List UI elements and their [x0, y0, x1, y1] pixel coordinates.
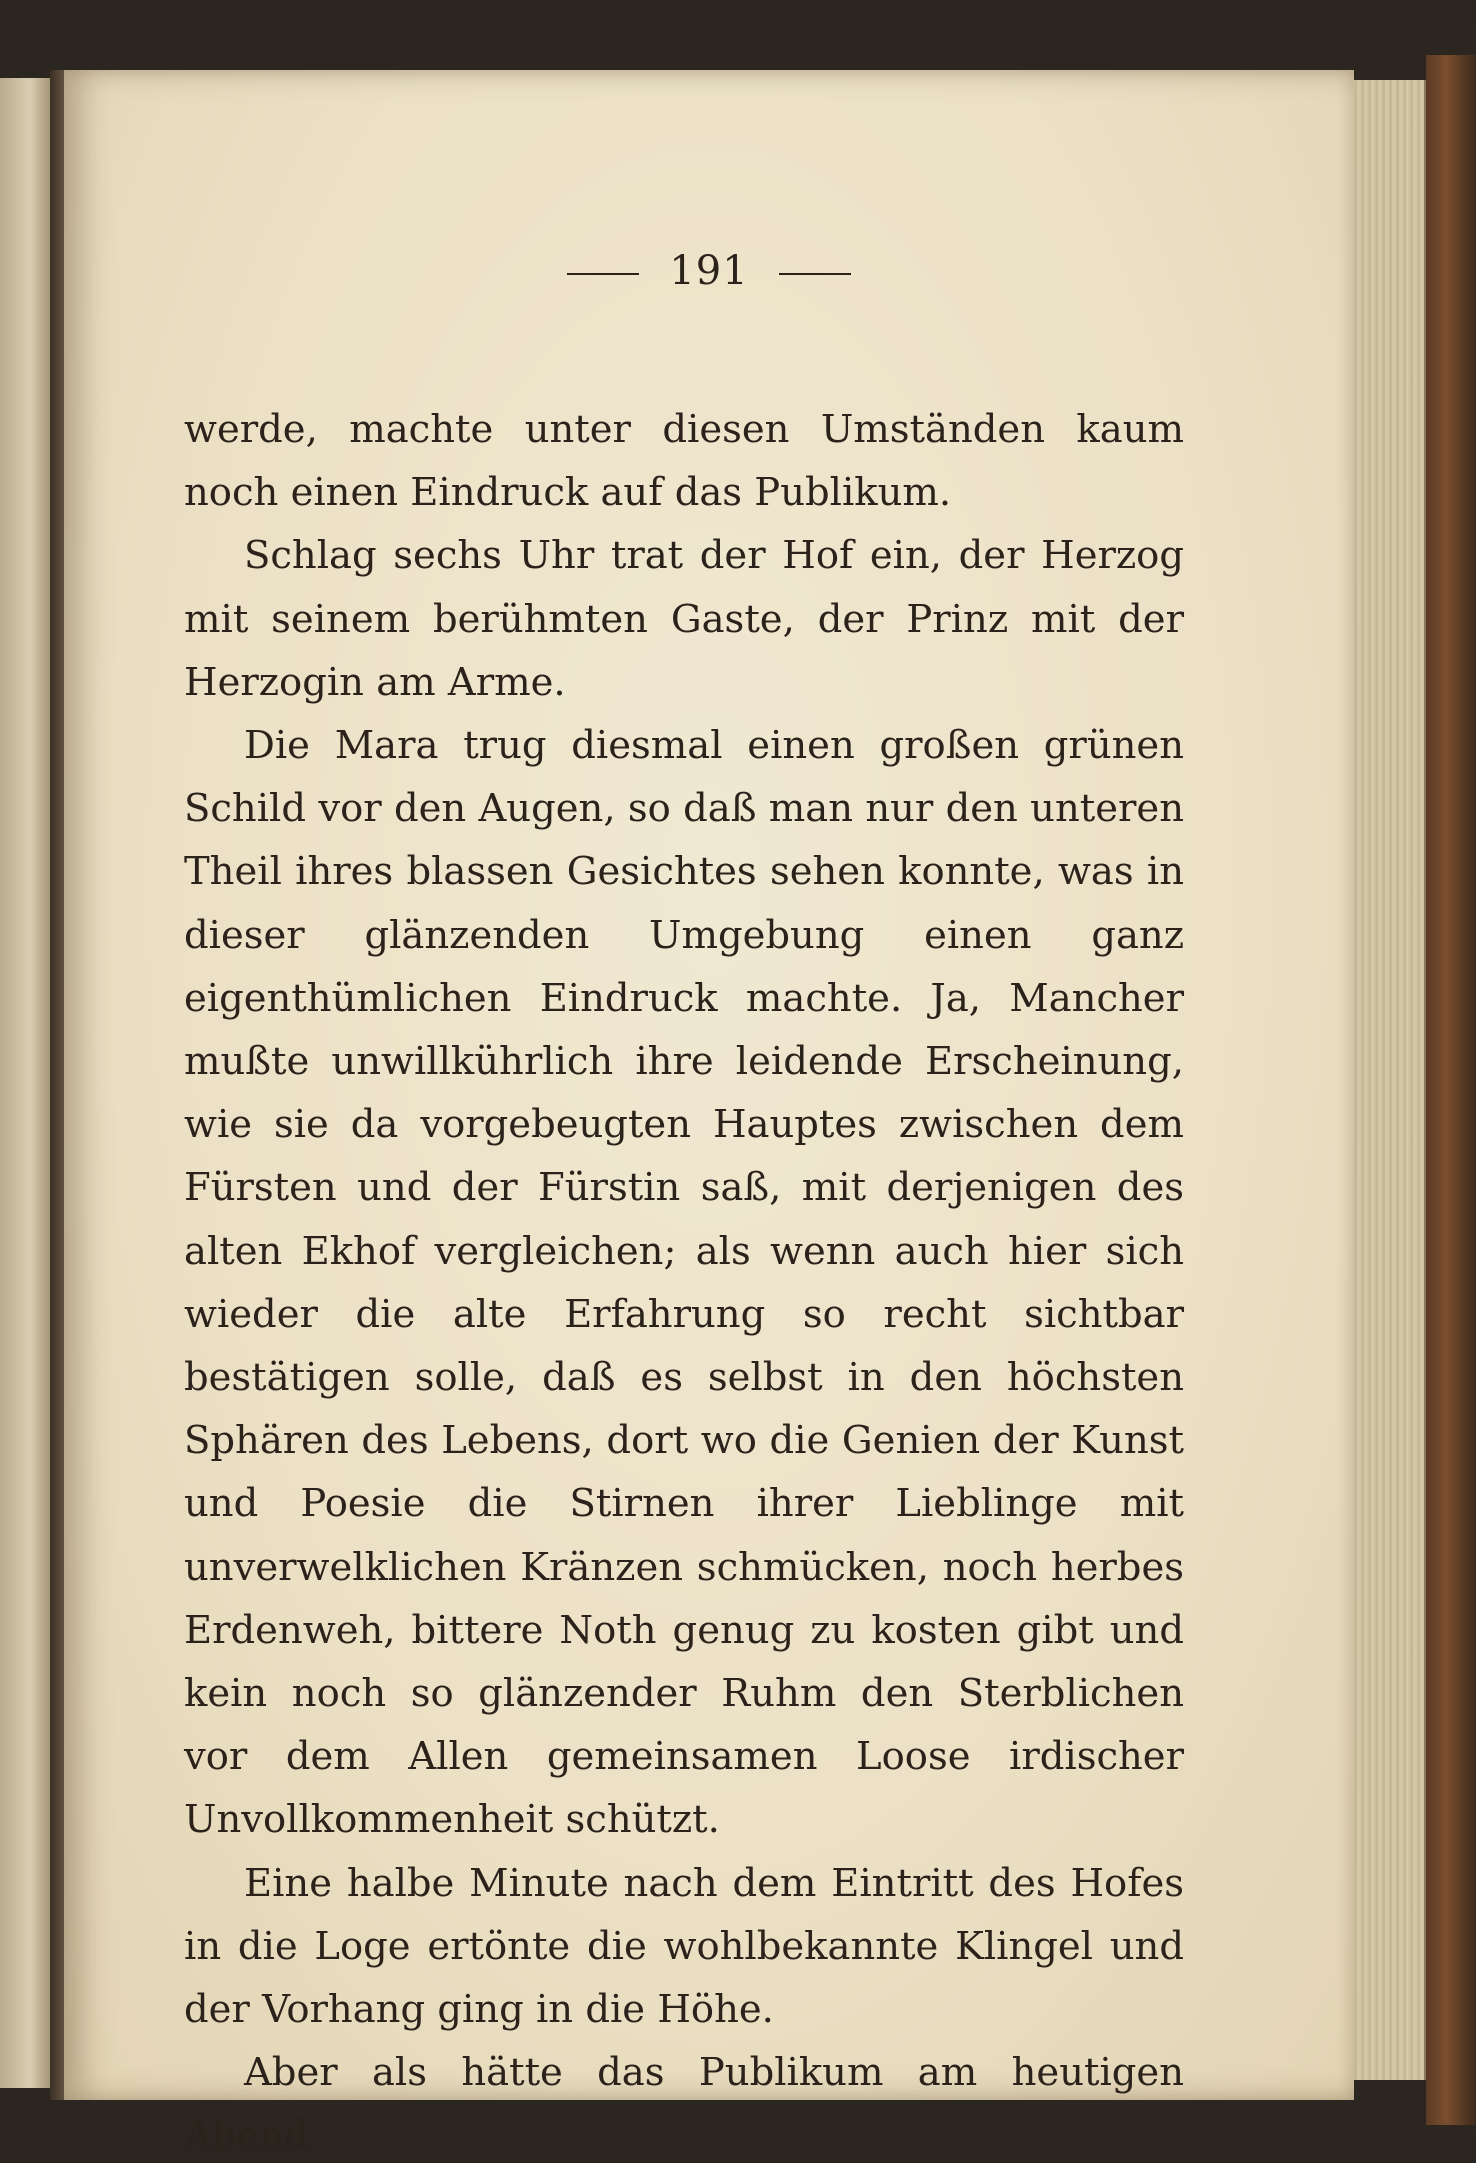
header-dash-right — [779, 273, 851, 275]
body-text — [184, 398, 1184, 2163]
facing-page-edge — [0, 78, 52, 2088]
header-dash-left — [567, 273, 639, 275]
book-cover-edge — [1426, 55, 1476, 2125]
page-header — [64, 248, 1354, 294]
paragraph: Schlag sechs Uhr trat der Hof ein, der Herzog mit seinem berühmten Gaste, der Prinz mit der Herzogin am Arme. — [184, 533, 1184, 705]
paragraph: Eine halbe Minute nach dem Eintritt des Hofes in die Loge ertönte die wohlbekannte Klingel und der Vorhang ging in die Höhe. — [184, 1860, 1184, 2033]
book-page — [64, 70, 1354, 2159]
paragraph-continued: werde, machte unter diesen Umständen kaum noch einen Eindruck auf das Publikum. — [184, 407, 1184, 516]
paragraph: Die Mara trug diesmal einen großen grünen Schild vor den Augen, so daß man nur den unteren Theil ihres blassen Gesichtes sehen konnte, was in dieser glänzenden Umgebung einen ganz eigenthümlichen Eindruck machte. Ja, Mancher mußte unwillkührlich ihre leidende Erscheinung, wie sie da vorgebeugten Hauptes zwischen dem Fürsten und der Fürstin saß, mit derjenigen des alten Ekhof vergleichen; als wenn auch hier sich wieder die alte Erfahrung so recht sichtbar bestätigen solle, daß es selbst in den höchsten Sphären des Lebens, dort wo die Genien der Kunst und Poesie die Stirnen ihrer Lieblinge mit unverwelklichen Kränzen schmücken, noch herbes Erdenweh, bittere Noth genug zu kosten gibt und kein noch so glänzender Ruhm den Sterblichen vor dem Allen gemeinsamen Loose irdischer Unvollkommenheit schützt. — [184, 723, 1184, 1843]
paragraph: Aber als hätte das Publikum am heutigen Abend — [184, 2050, 1184, 2159]
page-edges — [1344, 80, 1426, 2080]
page-number: 191 — [669, 248, 749, 294]
